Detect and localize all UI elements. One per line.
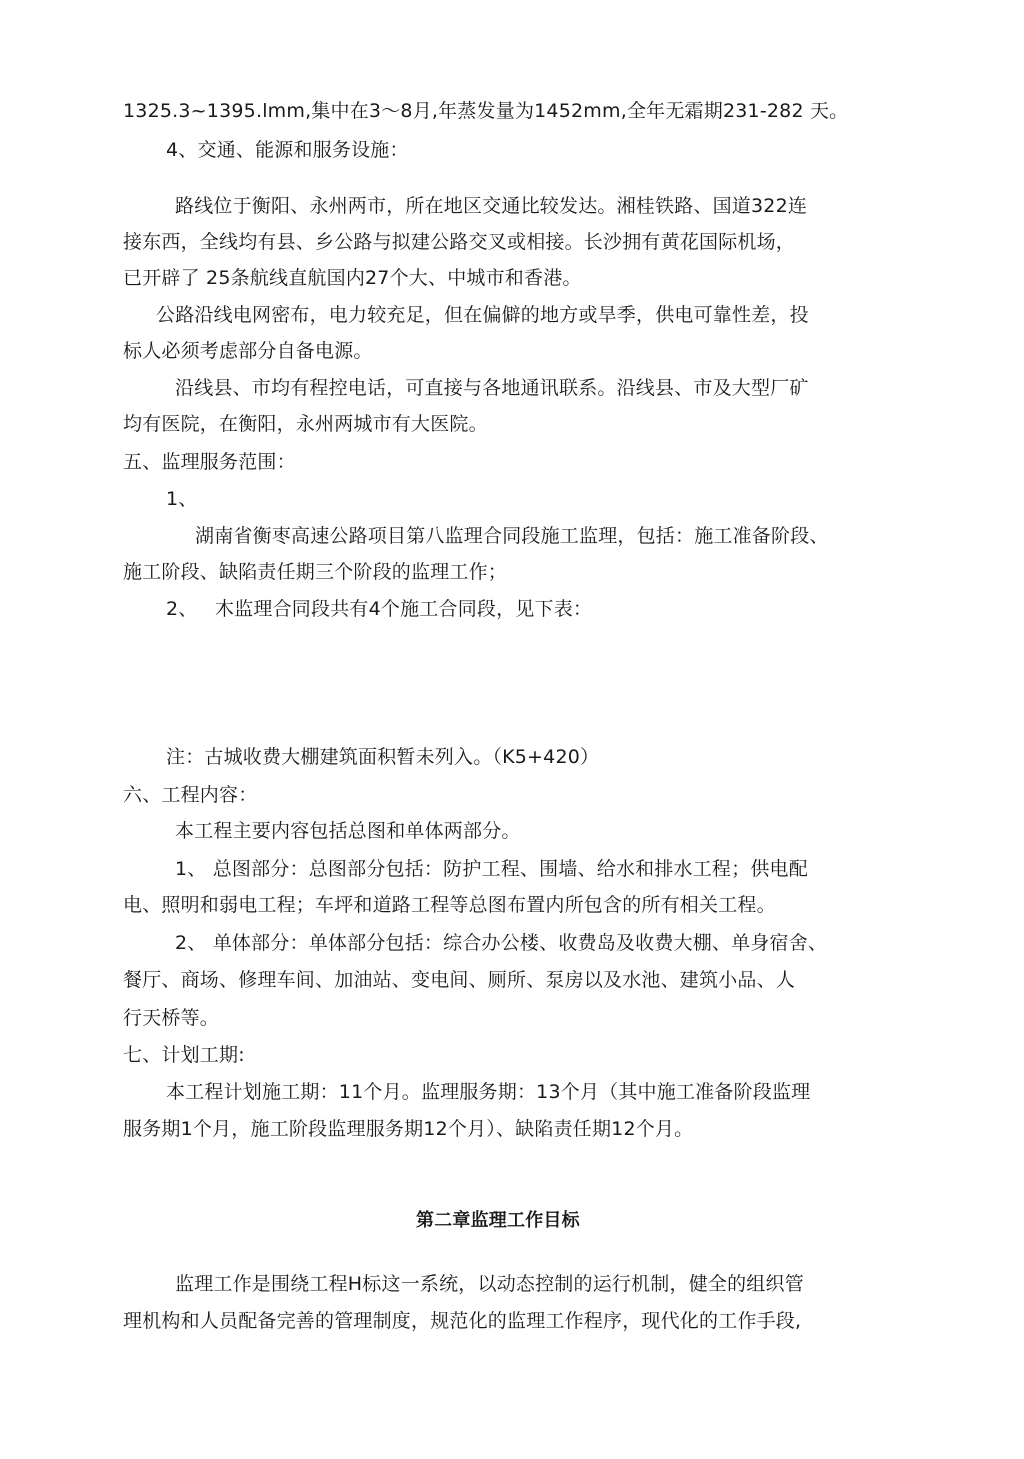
chapter-2-line-1: 监理工作是围绕工程H标这一系统，以动态控制的运行机制，健全的组织管 [175, 1273, 804, 1295]
transport-line-2: 接东西，全线均有县、乡公路与拟建公路交叉或相接。长沙拥有黄花国际机场， [123, 231, 796, 253]
climate-line: 1325.3~1395.lmm,集中在3～8月,年蒸发量为1452mm,全年无霜期231-282 天。 [123, 100, 849, 122]
general-plan-line-1: 1、 总图部分：总图部分包括：防护工程、围墙、给水和排水工程；供电配 [175, 858, 808, 880]
power-line-1: 公路沿线电网密布，电力较充足，但在偏僻的地方或旱季，供电可靠性差，投 [156, 304, 809, 326]
scope-item-2-number: 2、 [166, 598, 198, 620]
chapter-2-title: 第二章监理工作目标 [416, 1210, 580, 1231]
section-5-heading: 五、监理服务范围： [123, 451, 296, 473]
schedule-line-1: 本工程计划施工期：11个月。监理服务期：13个月（其中施工准备阶段监理 [166, 1081, 811, 1103]
single-building-line-3: 行天桥等。 [123, 1007, 220, 1029]
telecom-line-2: 均有医院，在衡阳，永州两城市有大医院。 [123, 413, 488, 435]
scope-item-1-number: 1、 [166, 488, 198, 510]
telecom-line-1: 沿线县、市均有程控电话，可直接与各地通讯联系。沿线县、市及大型厂矿 [175, 377, 809, 399]
section-6-heading: 六、工程内容： [123, 784, 258, 806]
scope-item-2-text: 木监理合同段共有4个施工合同段，见下表： [215, 598, 593, 620]
scope-item-1-line-2: 施工阶段、缺陷责任期三个阶段的监理工作； [123, 561, 508, 583]
scope-item-1-line-1: 湖南省衡枣高速公路项目第八监理合同段施工监理，包括：施工准备阶段、 [195, 525, 829, 547]
transport-line-3: 已开辟了 25条航线直航国内27个大、中城市和香港。 [123, 267, 582, 289]
power-line-2: 标人必须考虑部分自备电源。 [123, 340, 373, 362]
chapter-2-line-2: 理机构和人员配备完善的管理制度，规范化的监理工作程序，现代化的工作手段, [123, 1310, 802, 1332]
single-building-line-2: 餐厅、商场、修理车间、加油站、变电间、厕所、泵房以及水池、建筑小品、人 [123, 969, 796, 991]
section-4-heading: 4、交通、能源和服务设施： [166, 139, 409, 161]
table-note: 注：古城收费大棚建筑面积暂未列入。（K5+420） [166, 746, 600, 768]
transport-line-1: 路线位于衡阳、永州两市，所在地区交通比较发达。湘桂铁路、国道322连 [175, 195, 808, 217]
schedule-line-2: 服务期1个月，施工阶段监理服务期12个月）、缺陷责任期12个月。 [123, 1118, 694, 1140]
single-building-line-1: 2、 单体部分：单体部分包括：综合办公楼、收费岛及收费大棚、单身宿舍、 [175, 932, 828, 954]
general-plan-line-2: 电、照明和弱电工程；车坪和道路工程等总图布置内所包含的所有相关工程。 [123, 894, 776, 916]
section-7-heading: 七、计划工期: [123, 1044, 245, 1066]
content-intro: 本工程主要内容包括总图和单体两部分。 [175, 820, 521, 842]
